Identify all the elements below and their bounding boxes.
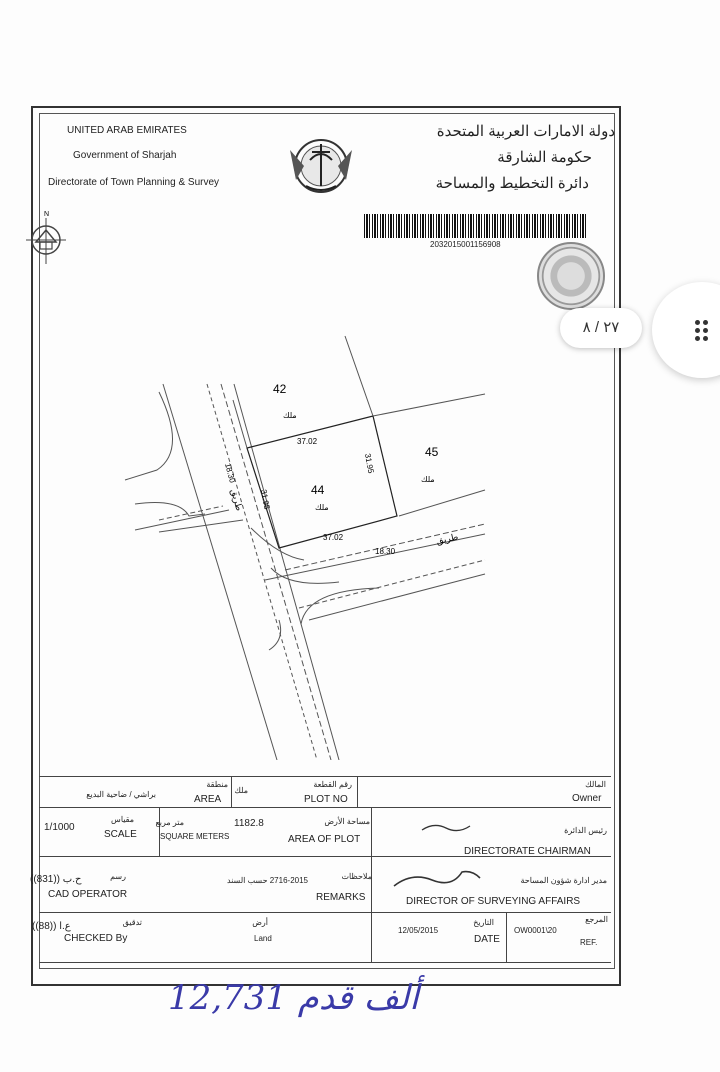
remarks-label-ar: ملاحظات — [341, 872, 372, 881]
checked-value: ((88)) ع.ا — [32, 921, 71, 932]
scale-label-ar: مقياس — [111, 815, 134, 824]
remarks-value: 2716-2015 حسب السند — [226, 876, 308, 885]
ref-value: OW0001\20 — [514, 926, 557, 935]
header-ar-line-1: دولة الامارات العربية المتحدة — [436, 123, 615, 140]
menu-dots-icon[interactable] — [695, 320, 711, 344]
chairman-signature — [420, 820, 476, 836]
date-value: 12/05/2015 — [398, 926, 439, 935]
owner-label-ar: المالك — [585, 780, 606, 789]
chairman-label-ar: رئيس الدائرة — [564, 826, 607, 835]
dim-right: 31.95 — [363, 452, 376, 475]
road-label-left: طريق — [228, 488, 244, 513]
dim-left: 31.95 — [259, 488, 272, 511]
cad-value: ((831)) ح.ب — [30, 874, 82, 885]
plot-map — [39, 320, 615, 760]
date-label-ar: التاريخ — [473, 918, 494, 927]
scale-label-en: SCALE — [104, 829, 137, 840]
land-label-ar: أرض — [252, 918, 268, 927]
dim-road-bottom: 18.30 — [375, 547, 396, 556]
cad-label-en: CAD OPERATOR — [48, 889, 128, 900]
survey-label-en: DIRECTOR OF SURVEYING AFFAIRS — [406, 896, 581, 907]
ref-label-en: REF. — [580, 938, 598, 947]
sqm-value: 1182.8 — [234, 818, 264, 829]
plot-label-ar: رقم القطعة — [313, 780, 352, 789]
survey-label-ar: مدير ادارة شؤون المساحة — [520, 876, 607, 885]
area-value: براشي / ضاحية البديع — [86, 790, 156, 799]
header-ar-line-2: حكومة الشارقة — [497, 149, 592, 166]
owner-label-42: ملك — [283, 411, 297, 420]
plot-number-42: 42 — [273, 382, 287, 396]
remarks-label-en: REMARKS — [316, 892, 366, 903]
dim-road-left: 18.30 — [223, 462, 237, 484]
road-label-right: طريق — [435, 532, 460, 547]
scale-value: 1/1000 — [44, 822, 75, 833]
owner-label-en: Owner — [572, 793, 602, 804]
plot-number-44: 44 — [311, 483, 325, 497]
checked-label-en: CHECKED By — [64, 933, 128, 944]
header-en-line-1: UNITED ARAB EMIRATES — [67, 125, 187, 136]
barcode-number: 2032015001156908 — [430, 240, 501, 249]
area-owner-ar: ملك — [234, 786, 248, 795]
page-indicator: ٢٧ / ٨ — [560, 308, 642, 348]
sqm-label-ar: متر مربع — [155, 818, 184, 827]
sqm-label-en: SQUARE METERS — [160, 832, 230, 841]
plot-area-label-en: AREA OF PLOT — [288, 834, 361, 845]
header-ar-line-3: دائرة التخطيط والمساحة — [435, 175, 589, 192]
owner-label-44: ملك — [315, 503, 329, 512]
ref-label-ar: المرجع — [585, 915, 608, 924]
header-en-line-2: Government of Sharjah — [73, 150, 177, 161]
land-label-en: Land — [254, 934, 272, 943]
survey-signature — [392, 868, 484, 890]
emblem-logo — [282, 130, 360, 200]
area-label-ar: منطقة — [206, 780, 228, 789]
barcode — [364, 214, 586, 238]
handwritten-note: 12,731 ألف قدم — [168, 978, 419, 1018]
plot-number-45: 45 — [425, 445, 439, 459]
plot-label-en: PLOT NO — [304, 794, 348, 805]
chairman-label-en: DIRECTORATE CHAIRMAN — [464, 846, 591, 857]
cad-label-ar: رسم — [110, 872, 126, 881]
official-stamp — [537, 242, 605, 310]
svg-text:N: N — [44, 211, 50, 218]
date-label-en: DATE — [474, 934, 500, 945]
area-label-en: AREA — [194, 794, 222, 805]
north-arrow-icon — [24, 206, 68, 266]
owner-label-45: ملك — [421, 475, 435, 484]
header-en-line-3: Directorate of Town Planning & Survey — [48, 177, 220, 188]
dim-top: 37.02 — [297, 437, 318, 446]
checked-label-ar: تدقيق — [122, 918, 142, 927]
plot-area-label-ar: مساحة الأرض — [324, 817, 370, 826]
dim-bottom: 37.02 — [323, 533, 344, 542]
